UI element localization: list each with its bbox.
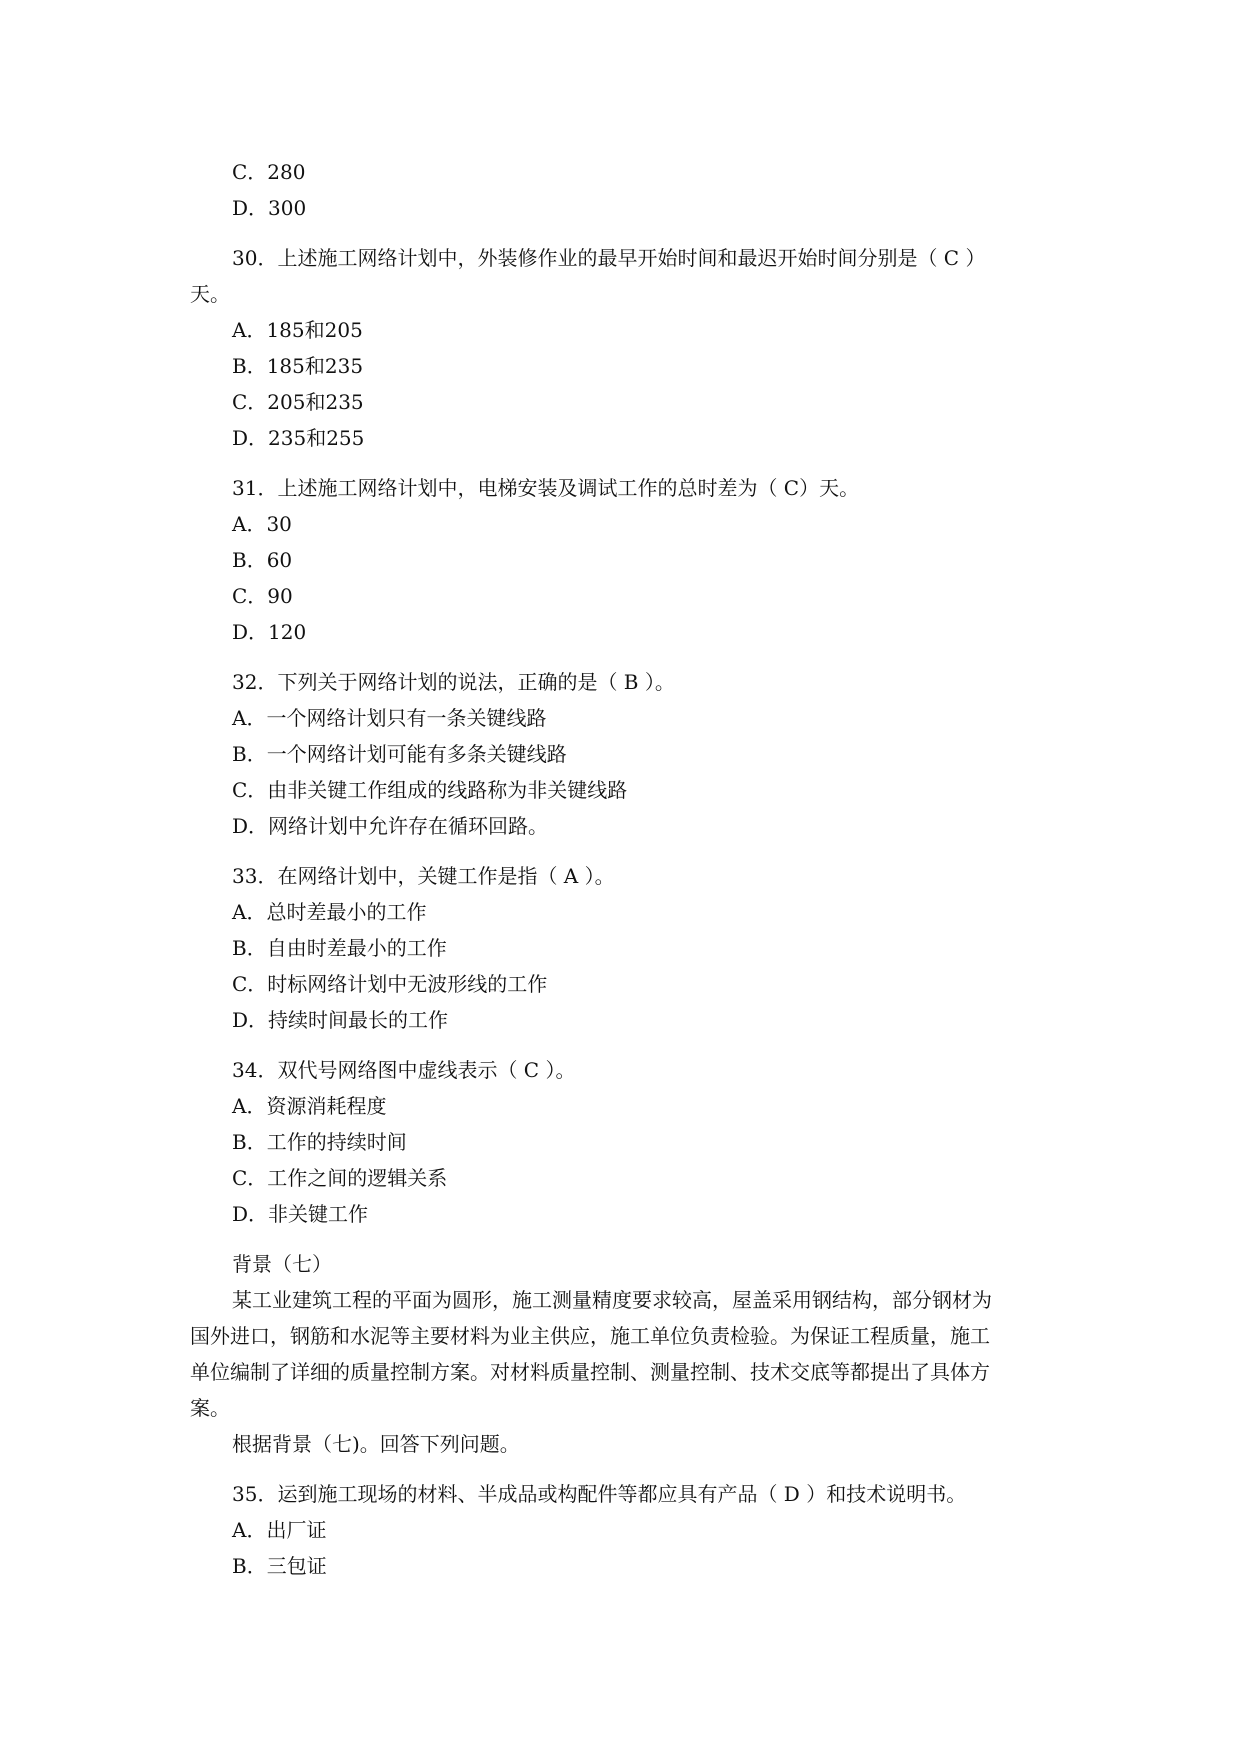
background-paragraph-line: 国外进口，钢筋和水泥等主要材料为业主供应，施工单位负责检验。为保证工程质量，施工 [190, 1324, 990, 1348]
option-d: D．300 [232, 196, 307, 220]
option-a: A．185和205 [232, 318, 363, 342]
option-a: A．出厂证 [232, 1518, 327, 1542]
option-c: C．时标网络计划中无波形线的工作 [232, 972, 548, 996]
option-c: C．280 [232, 160, 306, 184]
option-d: D．235和255 [232, 426, 365, 450]
question-34: 34．双代号网络图中虚线表示（ C ）。 [232, 1058, 576, 1082]
question-30-continuation: 天。 [190, 282, 230, 306]
question-32: 32．下列关于网络计划的说法，正确的是（ B ）。 [232, 670, 675, 694]
option-a: A．总时差最小的工作 [232, 900, 427, 924]
option-d: D．120 [232, 620, 307, 644]
background-instruction: 根据背景（七)。回答下列问题。 [232, 1432, 520, 1456]
background-paragraph-line: 某工业建筑工程的平面为圆形，施工测量精度要求较高，屋盖采用钢结构，部分钢材为 [232, 1288, 992, 1312]
background-paragraph-line: 单位编制了详细的质量控制方案。对材料质量控制、测量控制、技术交底等都提出了具体方 [190, 1360, 990, 1384]
option-c: C．90 [232, 584, 293, 608]
question-35: 35．运到施工现场的材料、半成品或构配件等都应具有产品（ D ）和技术说明书。 [232, 1482, 967, 1506]
question-30: 30．上述施工网络计划中，外装修作业的最早开始时间和最迟开始时间分别是（ C ） [232, 246, 986, 270]
option-b: B．工作的持续时间 [232, 1130, 407, 1154]
option-b: B．三包证 [232, 1554, 327, 1578]
option-d: D．持续时间最长的工作 [232, 1008, 449, 1032]
option-c: C．工作之间的逻辑关系 [232, 1166, 448, 1190]
option-a: A．一个网络计划只有一条关键线路 [232, 706, 547, 730]
option-c: C．205和235 [232, 390, 364, 414]
option-a: A．资源消耗程度 [232, 1094, 387, 1118]
option-b: B．自由时差最小的工作 [232, 936, 447, 960]
option-d: D．非关键工作 [232, 1202, 369, 1226]
option-b: B．60 [232, 548, 293, 572]
question-33: 33．在网络计划中，关键工作是指（ A ）。 [232, 864, 615, 888]
option-b: B．185和235 [232, 354, 364, 378]
question-31: 31．上述施工网络计划中，电梯安装及调试工作的总时差为（ C）天。 [232, 476, 860, 500]
option-b: B．一个网络计划可能有多条关键线路 [232, 742, 567, 766]
background-heading: 背景（七） [232, 1252, 332, 1276]
option-d: D．网络计划中允许存在循环回路。 [232, 814, 549, 838]
option-a: A．30 [232, 512, 292, 536]
option-c: C．由非关键工作组成的线路称为非关键线路 [232, 778, 628, 802]
background-paragraph-line: 案。 [190, 1396, 230, 1420]
